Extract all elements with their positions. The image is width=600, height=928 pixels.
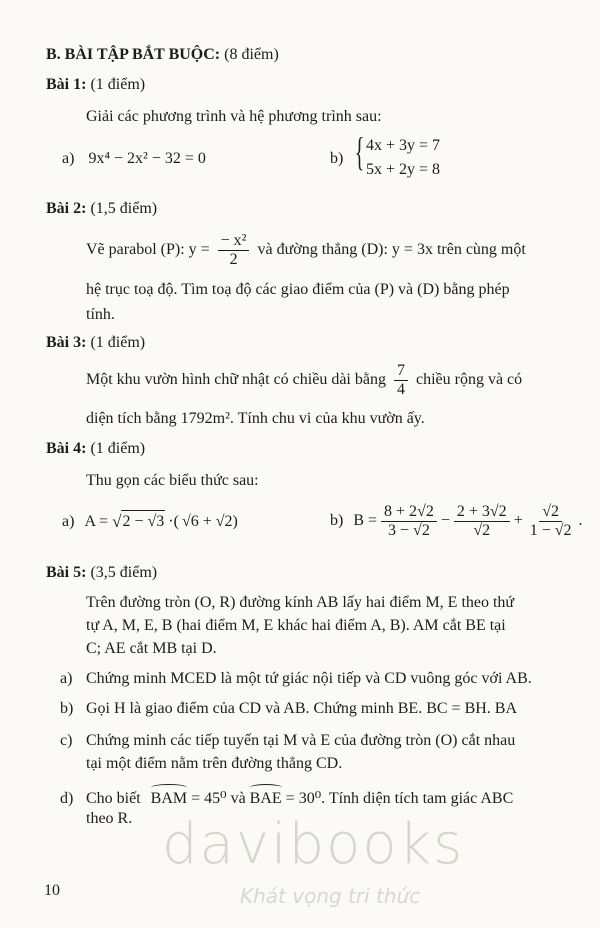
bai4-heading <box>46 438 145 460</box>
bai5-c-text1: Chứng minh các tiếp tuyến tại M và E của đường tròn (O) cắt nhau <box>86 732 516 749</box>
bai4-f1-den: 3 − √2 <box>388 521 430 539</box>
bai2-line1 <box>86 228 526 272</box>
bai1-b-label: b) <box>330 150 344 167</box>
bai2-fraction <box>218 232 250 269</box>
watermark-brand: davibooks <box>162 812 465 877</box>
bai1-heading <box>46 74 145 96</box>
bai4-f2-den: √2 <box>473 521 491 539</box>
section-title-text: B. BÀI TẬP BẮT BUỘC: <box>46 46 221 63</box>
bai4-a-radicand1: 2 − √3 <box>121 510 165 533</box>
bai5-para-line1: Trên đường tròn (O, R) đường kính AB lấy hai điểm M, E theo thứ <box>86 594 515 611</box>
bai1-points: (1 điểm) <box>90 76 146 93</box>
bai1-b-eq1: 4x + 3y = 7 <box>366 137 441 154</box>
bai4-intro: Thu gọn các biểu thức sau: <box>86 472 259 489</box>
bai5-a-label: a) <box>60 670 73 687</box>
bai5-d-val2: = 30⁰. Tính diện tích tam giác ABC <box>285 790 514 807</box>
bai2-text3: tính. <box>86 306 115 323</box>
bai4-b-label: b) <box>330 512 344 529</box>
brace-icon: { <box>354 129 365 174</box>
bai4-points: (1 điểm) <box>90 440 146 457</box>
bai5-points: (3,5 điểm) <box>90 564 158 581</box>
bai5-d-text2: theo R. <box>86 810 133 827</box>
bai4-frac1 <box>381 503 437 540</box>
bai5-d-angle2: BAE <box>250 788 282 810</box>
bai3-line1 <box>86 358 522 402</box>
bai3-fraction <box>394 362 408 399</box>
bai3-text2: diện tích bằng 1792m². Tính chu vi của khu vườn ấy. <box>86 410 425 427</box>
bai2-frac-den: 2 <box>229 250 238 268</box>
bai2-heading <box>46 198 157 220</box>
bai5-para-line2: tự A, M, E, B (hai điểm M, E khác hai điểm A, B). AM cắt BE tại <box>86 617 506 634</box>
bai3-heading <box>46 332 145 354</box>
bai4-f3-den: 1 − √2 <box>529 521 572 539</box>
bai4-a-lhs: A = <box>84 512 109 530</box>
bai1-part-a <box>62 148 206 170</box>
bai3-text1-post: chiều rộng và có <box>415 371 523 388</box>
bai2-label: Bài 2: <box>46 200 87 217</box>
bai1-a-label: a) <box>62 150 75 167</box>
bai5-a-text: Chứng minh MCED là một tứ giác nội tiếp và CD vuông góc với AB. <box>86 670 532 687</box>
bai1-label: Bài 1: <box>46 76 87 93</box>
bai5-d-label: d) <box>60 790 74 807</box>
bai4-f1-num: 8 + 2√2 <box>381 503 437 522</box>
bai4-a-radicand2: √6 + √2 <box>181 512 233 530</box>
bai4-part-a: a) A = √ 2 − √3 ·( √6 + √2 ) <box>62 510 238 533</box>
bai5-b-text: Gọi H là giao điểm của CD và AB. Chứng minh BE. BC = BH. BA <box>86 700 518 717</box>
bai4-f2-num: 2 + 3√2 <box>454 503 510 522</box>
bai3-frac-den: 4 <box>396 380 405 398</box>
bai5-b-label: b) <box>60 700 74 717</box>
bai5-c-label: c) <box>60 732 73 749</box>
bai4-a-label: a) <box>62 512 75 530</box>
bai5-c-text2: tại một điểm nằm trên đường thẳng CD. <box>86 755 343 772</box>
section-title <box>46 44 279 66</box>
bai3-points: (1 điểm) <box>90 334 146 351</box>
bai1-a-expr: 9x⁴ − 2x² − 32 = 0 <box>88 150 206 167</box>
page-number: 10 <box>44 882 60 899</box>
bai1-b-eq2: 5x + 2y = 8 <box>366 161 441 178</box>
bai2-text2: hệ trục toạ độ. Tìm toạ độ các giao điểm của (P) và (D) bằng phép <box>86 281 510 298</box>
bai2-frac-num: − x² <box>218 232 250 251</box>
bai3-label: Bài 3: <box>46 334 87 351</box>
sqrt-icon: √ <box>112 511 122 531</box>
bai4-part-b: b) B = $\frac{8 + 2√2}{3 - √2}$ − $\frac{2 + 3√2}{√2}$ + $\frac{√2}{1 - √2}$ . <box>330 502 583 539</box>
bai5-heading <box>46 562 157 584</box>
section-points: (8 điểm) <box>224 46 279 63</box>
watermark-slogan: Khát vọng tri thức <box>240 884 421 908</box>
bai5-label: Bài 5: <box>46 564 87 581</box>
bai2-text1-pre: Vẽ parabol (P): y = <box>86 241 210 258</box>
bai3-frac-num: 7 <box>394 362 408 381</box>
bai4-b-lhs: B = <box>353 512 378 529</box>
bai2-text1-post: và đường thẳng (D): y = 3x trên cùng một <box>257 241 526 258</box>
bai1-intro: Giải các phương trình và hệ phương trình sau: <box>86 108 382 125</box>
bai3-text1-pre: Một khu vườn hình chữ nhật có chiều dài bằng <box>86 371 386 388</box>
bai2-points: (1,5 điểm) <box>90 200 158 217</box>
bai5-para-line3: C; AE cắt MB tại D. <box>86 640 217 657</box>
bai4-frac3 <box>527 503 575 540</box>
bai5-d-val1: = 45⁰ <box>191 790 227 807</box>
bai5-d-angle1: BAM <box>151 788 187 810</box>
bai5-d-and: và <box>230 790 246 807</box>
bai4-frac2 <box>454 503 510 540</box>
bai5-d-line1 <box>86 788 513 810</box>
bai5-d-pre: Cho biết <box>86 790 141 807</box>
bai4-f3-num: √2 <box>539 503 562 522</box>
bai4-label: Bài 4: <box>46 440 87 457</box>
